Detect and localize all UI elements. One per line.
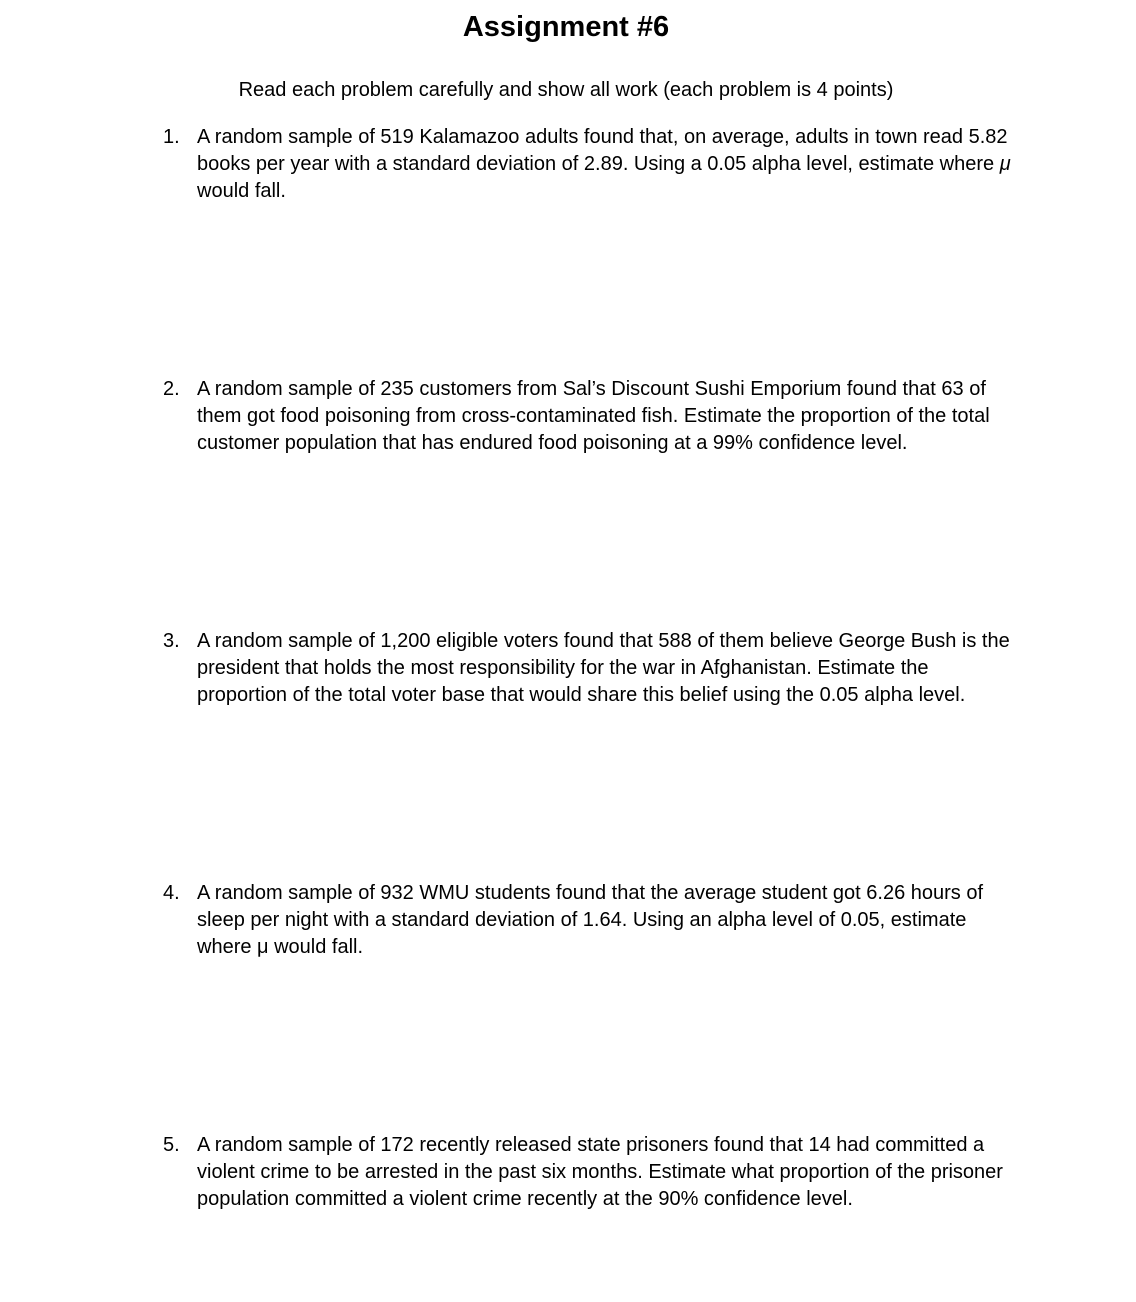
problem-number: 4.	[163, 882, 180, 904]
problem-number: 3.	[163, 630, 180, 652]
problem-text: A random sample of 235 customers from Sal’s Discount Sushi Emporium found that 63 of them got food poisoning from cross-contaminated fish. Estimate the proportion of the total customer population that has endured food poisoning at a 99% confidence level.	[197, 378, 990, 454]
problem-number: 1.	[163, 126, 180, 148]
instructions: Read each problem carefully and show all work (each problem is 4 points)	[238, 79, 894, 101]
problem-text-part: would fall.	[197, 180, 286, 202]
problem-text-part: A random sample of 519 Kalamazoo adults found that, on average, adults in town read 5.82 books per year with a standard deviation of 2.89. Using a 0.05 alpha level, estimate where	[197, 126, 1008, 175]
problem-text	[197, 124, 1012, 205]
problem-text: A random sample of 932 WMU students found that the average student got 6.26 hours of sleep per night with a standard deviation of 1.64. Using an alpha level of 0.05, estimate where μ would fall.	[197, 882, 984, 958]
problem-number: 5.	[163, 1134, 180, 1156]
page-title: Assignment #6	[462, 11, 670, 43]
problem-text: A random sample of 172 recently released state prisoners found that 14 had committed a violent crime to be arrested in the past six months. Estimate what proportion of the prisoner population committed a violent crime recently at the 90% confidence level.	[197, 1134, 1003, 1210]
problem-text: A random sample of 1,200 eligible voters found that 588 of them believe George Bush is the president that holds the most responsibility for the war in Afghanistan. Estimate the proportion of the total voter base that would share this belief using the 0.05 alpha level.	[197, 630, 1010, 706]
problem-number: 2.	[163, 378, 180, 400]
mu-symbol: μ	[999, 153, 1011, 175]
